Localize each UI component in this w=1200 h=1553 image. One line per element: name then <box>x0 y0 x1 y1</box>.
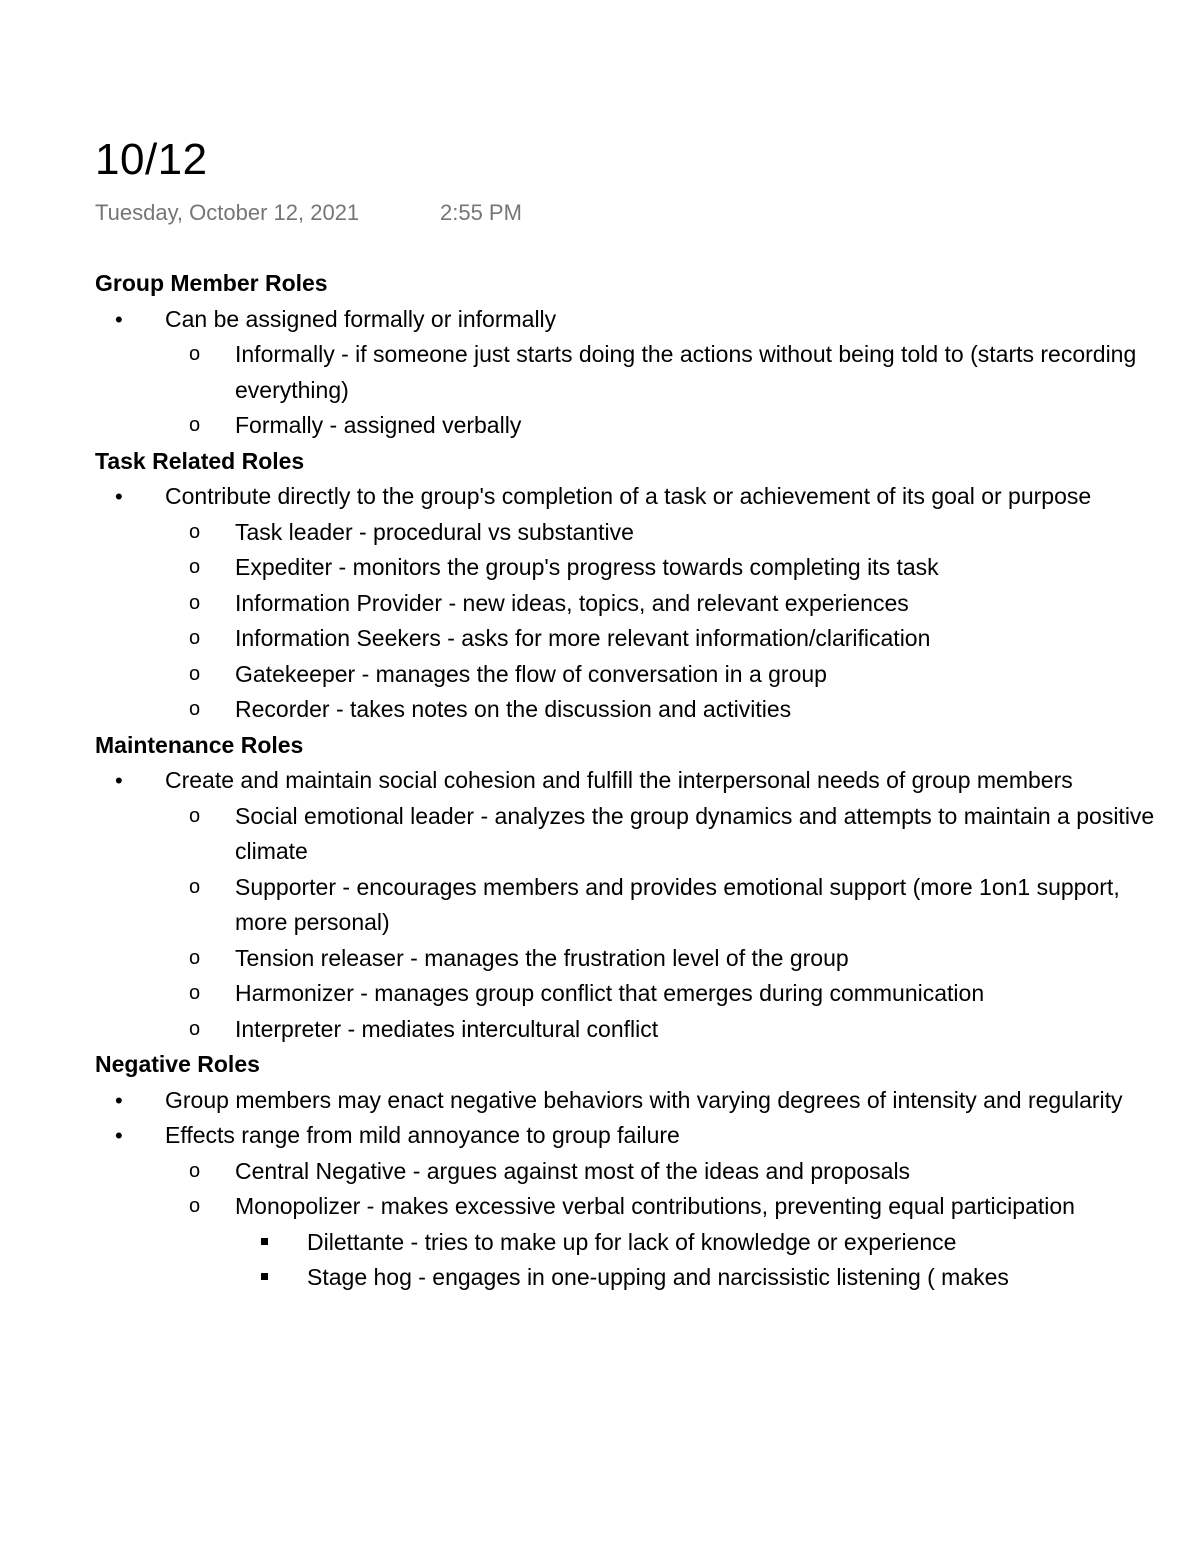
list-item <box>165 515 1155 551</box>
circle-bullet-icon: o <box>189 343 201 365</box>
square-bullet-icon <box>261 1260 291 1296</box>
list-item-text: Harmonizer - manages group conflict that emerges during communication <box>235 980 985 1006</box>
list-item <box>165 870 1155 941</box>
circle-bullet-icon: o <box>189 1195 201 1217</box>
list-item <box>95 1118 1155 1296</box>
bullet-list-level-3 <box>235 1225 1155 1296</box>
list-item-text: Supporter - encourages members and provides emotional support (more 1on1 support, more personal) <box>235 873 1120 935</box>
page-date: Tuesday, October 12, 2021 <box>95 200 360 225</box>
note-page <box>95 130 1155 1296</box>
list-item <box>165 337 1155 408</box>
list-item <box>235 1260 1155 1296</box>
list-item <box>165 550 1155 586</box>
list-item-text: Tension releaser - manages the frustration level of the group <box>235 944 849 971</box>
circle-bullet-icon: o <box>189 1159 201 1182</box>
list-item-text: Group members may enact negative behaviors with varying degrees of intensity and regularity <box>165 1086 1123 1113</box>
list-item-text: Interpreter - mediates intercultural conflict <box>235 1015 659 1042</box>
circle-bullet-icon: o <box>189 698 201 720</box>
list-item-text: Information Seekers - asks for more relevant information/clarification <box>235 625 931 651</box>
list-item-text: Gatekeeper - manages the flow of conversation in a group <box>235 660 827 687</box>
list-item <box>165 621 1155 657</box>
square-bullet-icon <box>261 1225 291 1261</box>
list-item <box>165 976 1155 1012</box>
list-item <box>95 302 1155 444</box>
list-item <box>165 799 1155 870</box>
circle-bullet-icon: o <box>189 946 201 969</box>
bullet-list-level-1 <box>95 763 1155 1047</box>
bullet-list-level-1 <box>95 479 1155 728</box>
bullet-list-level-1 <box>95 1083 1155 1296</box>
list-item-text: Recorder - takes notes on the discussion and activities <box>235 696 792 722</box>
bullet-icon: • <box>115 768 123 793</box>
list-item-text: Informally - if someone just starts doing the actions without being told to (starts recording everything) <box>235 341 1137 403</box>
bullet-icon: • <box>115 484 123 509</box>
circle-bullet-icon: o <box>189 591 201 614</box>
page-title: 10/12 <box>95 135 208 184</box>
list-item-text: Contribute directly to the group's completion of a task or achievement of its goal or purpose <box>165 483 1092 509</box>
list-item <box>165 941 1155 977</box>
circle-bullet-icon: o <box>189 982 201 1004</box>
bullet-list-level-2 <box>165 337 1155 444</box>
circle-bullet-icon: o <box>189 662 201 685</box>
circle-bullet-icon: o <box>189 414 201 436</box>
note-body <box>95 266 1155 1296</box>
list-item <box>165 1154 1155 1190</box>
list-item-text: Social emotional leader - analyzes the group dynamics and attempts to maintain a positive climate <box>235 802 1155 864</box>
bullet-icon: • <box>115 1087 123 1113</box>
list-item-text: Information Provider - new ideas, topics, and relevant experiences <box>235 589 909 616</box>
list-item <box>165 1012 1155 1048</box>
circle-bullet-icon: o <box>189 1017 201 1040</box>
bullet-list-level-2 <box>165 515 1155 728</box>
list-item-text: Formally - assigned verbally <box>235 412 522 438</box>
bullet-list-level-1 <box>95 302 1155 444</box>
list-item <box>165 657 1155 693</box>
list-item-text: Task leader - procedural vs substantive <box>235 518 634 545</box>
list-item-text: Create and maintain social cohesion and fulfill the interpersonal needs of group members <box>165 767 1073 793</box>
list-item-text: Effects range from mild annoyance to group failure <box>165 1122 680 1148</box>
bullet-list-level-2 <box>165 1154 1155 1296</box>
list-item-text: Expediter - monitors the group's progress towards completing its task <box>235 554 939 580</box>
circle-bullet-icon: o <box>189 627 201 649</box>
circle-bullet-icon: o <box>189 520 201 543</box>
list-item <box>95 763 1155 1047</box>
list-item <box>165 692 1155 728</box>
bullet-list-level-2 <box>165 799 1155 1048</box>
circle-bullet-icon: o <box>189 875 201 898</box>
list-item <box>165 1189 1155 1296</box>
section-heading: Negative Roles <box>95 1051 260 1077</box>
list-item-text: Central Negative - argues against most of the ideas and proposals <box>235 1157 911 1184</box>
page-timestamp <box>95 198 1155 242</box>
list-item <box>165 408 1155 444</box>
section-heading: Group Member Roles <box>95 270 328 296</box>
list-item <box>235 1225 1155 1261</box>
bullet-icon: • <box>115 306 123 332</box>
list-item-text: Can be assigned formally or informally <box>165 305 557 332</box>
circle-bullet-icon: o <box>189 804 201 827</box>
list-item-text: Stage hog - engages in one-upping and narcissistic listening ( makes <box>307 1264 1009 1290</box>
bullet-icon: • <box>115 1123 123 1148</box>
page-time: 2:55 PM <box>440 200 522 225</box>
section-heading: Maintenance Roles <box>95 731 304 758</box>
circle-bullet-icon: o <box>189 556 201 578</box>
list-item <box>95 1083 1155 1119</box>
list-item-text: Dilettante - tries to make up for lack of knowledge or experience <box>307 1228 957 1255</box>
list-item-text: Monopolizer - makes excessive verbal contributions, preventing equal participation <box>235 1193 1075 1219</box>
list-item <box>165 586 1155 622</box>
section-heading: Task Related Roles <box>95 447 305 474</box>
list-item <box>95 479 1155 728</box>
